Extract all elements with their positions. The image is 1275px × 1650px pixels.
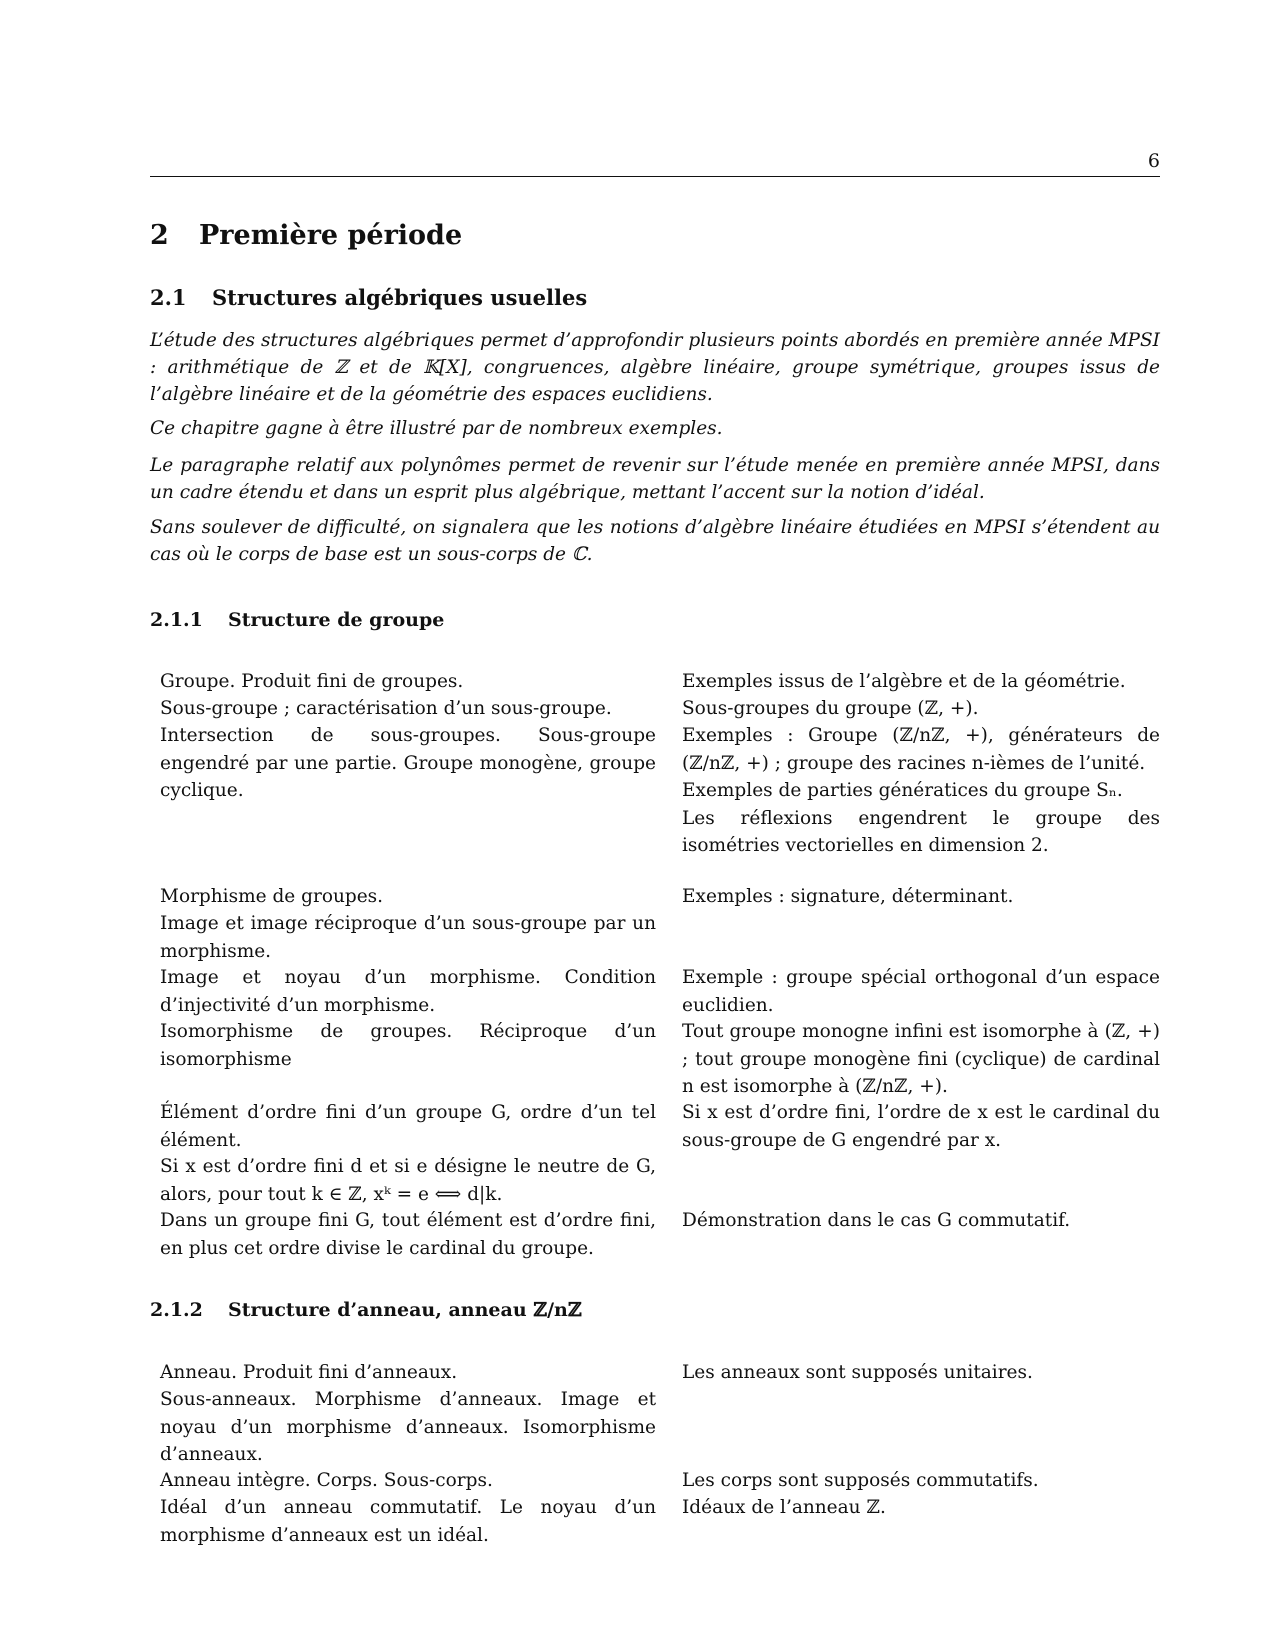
program-comments [682, 883, 1160, 911]
program-content: Groupe. Produit fini de groupes. [160, 671, 464, 692]
program-content: Dans un groupe fini G, tout élément est d’ordre fini, en plus cet ordre divise le cardinal du groupe. [160, 1210, 656, 1259]
program-content: Morphisme de groupes. [160, 886, 384, 907]
comment-text: Exemples issus de l’algèbre et de la géométrie. [682, 671, 1126, 692]
program-content: Isomorphisme de groupes. Réciproque d’un isomorphisme [160, 1021, 656, 1070]
program-comments [682, 1207, 1160, 1235]
program-comments [682, 668, 1160, 696]
header-rule [150, 176, 1160, 177]
program-content: Si x est d’ordre fini d et si e désigne le neutre de G, alors, pour tout k ∈ ℤ, xᵏ = e ⟺ d|k. [160, 1156, 656, 1205]
section-heading [150, 284, 587, 312]
intro-paragraph: L’étude des structures algébriques permet d’approfondir plusieurs points abordés en première année MPSI : arithmétique de ℤ et de 𝕂[X], congruences, algèbre linéaire, groupe symétrique, groupes issus de l’algèbre linéaire et de la géométrie des espaces euclidiens. [150, 330, 1160, 405]
program-content: Image et image réciproque d’un sous-groupe par un morphisme. [160, 913, 656, 962]
program-content: Sous-groupe ; caractérisation d’un sous-groupe. [160, 698, 612, 719]
comment-text: Exemples : Groupe (ℤ/nℤ, +), générateurs de (ℤ/nℤ, +) ; groupe des racines n-ièmes de l’unité. [682, 725, 1160, 774]
chapter-number: 2 [150, 220, 169, 251]
program-comments [682, 964, 1160, 1019]
program-content: Anneau. Produit fini d’anneaux. [160, 1362, 458, 1383]
program-comments [682, 1018, 1160, 1101]
subsection-heading [150, 1297, 582, 1323]
program-content: Élément d’ordre fini d’un groupe G, ordre d’un tel élément. [160, 1102, 656, 1151]
section-number: 2.1 [150, 285, 187, 310]
comment-text: Si x est d’ordre fini, l’ordre de x est le cardinal du sous-groupe de G engendré par x. [682, 1102, 1160, 1151]
program-comments [682, 1359, 1160, 1387]
program-content: Image et noyau d’un morphisme. Condition d’injectivité d’un morphisme. [160, 967, 656, 1016]
intro-paragraph: Le paragraphe relatif aux polynômes permet de revenir sur l’étude menée en première année MPSI, dans un cadre étendu et dans un esprit plus algébrique, mettant l’accent sur la notion d’idéal. [150, 455, 1160, 503]
comment-text: Tout groupe monogne infini est isomorphe à (ℤ, +) ; tout groupe monogène fini (cyclique) de cardinal n est isomorphe à (ℤ/nℤ, +). [682, 1021, 1160, 1097]
page-number: 6 [1147, 150, 1160, 172]
subsection-heading [150, 607, 444, 633]
intro-paragraph: Sans soulever de difficulté, on signalera que les notions d’algèbre linéaire étudiées en MPSI s’étendent au cas où le corps de base est un sous-corps de ℂ. [150, 517, 1160, 565]
comment-text: Démonstration dans le cas G commutatif. [682, 1210, 1071, 1231]
program-content: Intersection de sous-groupes. Sous-groupe engendré par une partie. Groupe monogène, groupe cyclique. [160, 725, 656, 801]
comment-text: Exemple : groupe spécial orthogonal d’un espace euclidien. [682, 967, 1160, 1016]
subsection-title: Structure d’anneau, anneau ℤ/nℤ [228, 1299, 582, 1321]
program-comments [682, 1467, 1160, 1495]
program-comments [682, 722, 1160, 860]
program-content: Anneau intègre. Corps. Sous-corps. [160, 1470, 493, 1491]
chapter-heading [150, 219, 462, 253]
intro-paragraph: Ce chapitre gagne à être illustré par de nombreux exemples. [150, 418, 723, 439]
program-comments [682, 695, 1160, 723]
subsection-number: 2.1.1 [150, 609, 203, 631]
subsection-title: Structure de groupe [228, 609, 445, 631]
comment-text: Exemples de parties génératices du groupe Sₙ. [682, 780, 1123, 801]
comment-text: Sous-groupes du groupe (ℤ, +). [682, 698, 979, 719]
subsection-number: 2.1.2 [150, 1299, 203, 1321]
program-comments [682, 1494, 1160, 1522]
program-comments [682, 1099, 1160, 1154]
comment-text: Exemples : signature, déterminant. [682, 886, 1014, 907]
comment-text: Les anneaux sont supposés unitaires. [682, 1362, 1033, 1383]
chapter-title: Première période [199, 220, 463, 251]
program-content: Idéal d’un anneau commutatif. Le noyau d’un morphisme d’anneaux est un idéal. [160, 1497, 656, 1546]
comment-text: Les corps sont supposés commutatifs. [682, 1470, 1039, 1491]
comment-text: Idéaux de l’anneau ℤ. [682, 1497, 886, 1518]
comment-text: Les réflexions engendrent le groupe des isométries vectorielles en dimension 2. [682, 807, 1160, 856]
program-content: Sous-anneaux. Morphisme d’anneaux. Image et noyau d’un morphisme d’anneaux. Isomorphisme d’anneaux. [160, 1389, 656, 1465]
section-title: Structures algébriques usuelles [212, 285, 588, 310]
